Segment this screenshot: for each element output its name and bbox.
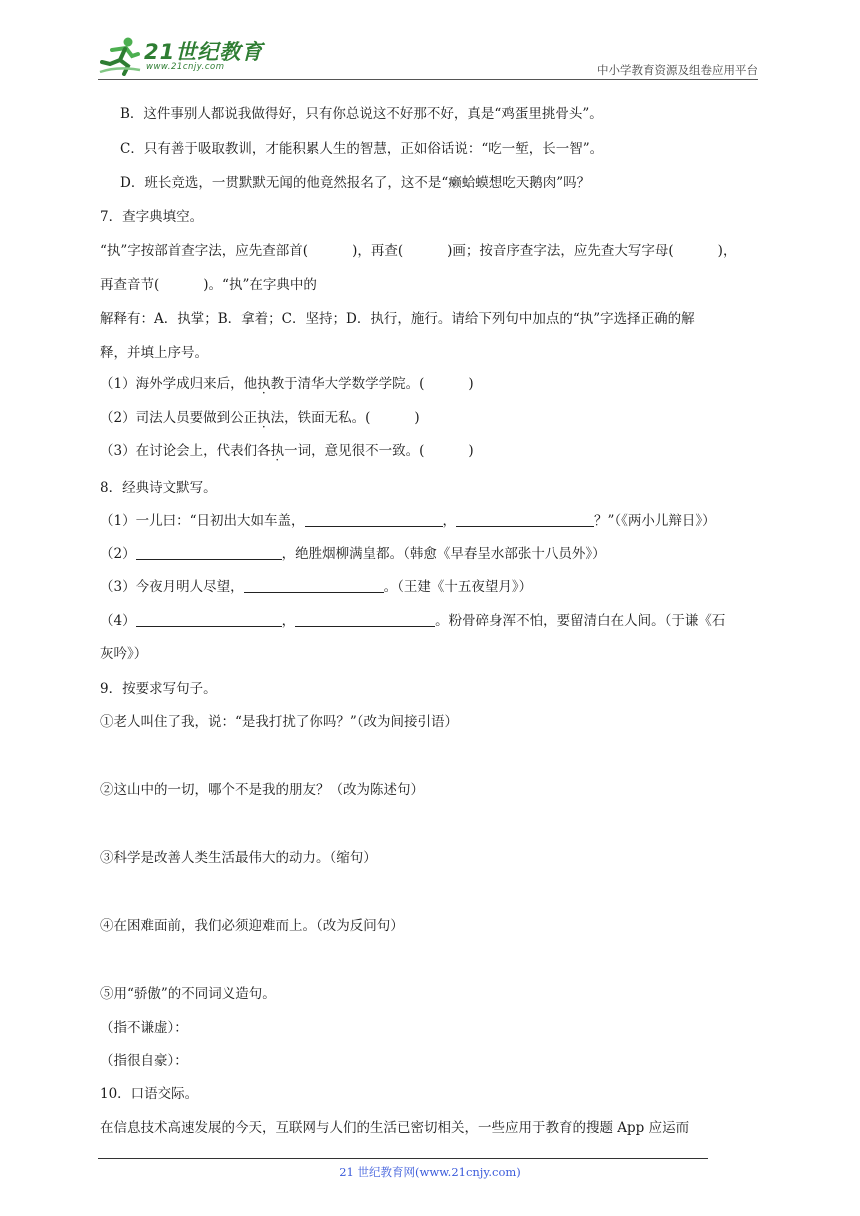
fill-blank[interactable] bbox=[136, 613, 282, 627]
dotted-char: 执 bbox=[270, 443, 285, 459]
page-header bbox=[98, 34, 758, 78]
q8-item-2 bbox=[100, 544, 606, 564]
poem-text: （3）今夜月明人尽望， bbox=[100, 579, 244, 595]
comma: ， bbox=[281, 613, 296, 629]
q7-text: )，再查( bbox=[352, 243, 404, 259]
footer-text[interactable]: 21 世纪教育网(www.21cnjy.com) bbox=[339, 1165, 521, 1179]
q8-item-4-cont: 灰吟》） bbox=[100, 646, 148, 662]
platform-name: 中小学教育资源及组卷应用平台 bbox=[597, 63, 758, 77]
poem-text: （1）一儿曰：“日初出大如车盖， bbox=[100, 513, 305, 529]
q8-item-3 bbox=[100, 577, 532, 597]
header-divider bbox=[98, 79, 758, 80]
q8-item-1 bbox=[100, 511, 716, 531]
sentence-text: 教于清华大学数学学院。( bbox=[270, 376, 425, 392]
q6-option-c: C．只有善于吸取教训，才能积累人生的智慧，正如俗话说：“吃一堑，长一智”。 bbox=[120, 141, 604, 157]
poem-text: ，绝胜烟柳满皇都。（韩愈《早春呈水部张十八员外》） bbox=[281, 546, 606, 562]
q7-text: 再查音节( bbox=[100, 277, 160, 293]
poem-text: （4） bbox=[100, 613, 136, 629]
q9-title: 9．按要求写句子。 bbox=[100, 681, 217, 697]
runner-logo-icon bbox=[98, 36, 142, 76]
q7-sentence-2 bbox=[100, 408, 420, 428]
sentence-text: （3）在讨论会上，代表们各 bbox=[100, 443, 271, 459]
q9-item-3: ③科学是改善人类生活最伟大的动力。（缩句） bbox=[100, 850, 377, 866]
q7-line-4: 释，并填上序号。 bbox=[100, 345, 208, 361]
sentence-text: （1）海外学成归来后，他 bbox=[100, 376, 258, 392]
q7-text: )画；按音序查字法，应先查大写字母( bbox=[447, 243, 674, 259]
sentence-text: 法，铁面无私。( bbox=[270, 410, 371, 426]
close-paren: ) bbox=[468, 443, 474, 459]
sentence-text: （2）司法人员要做到公正 bbox=[100, 410, 258, 426]
q7-text: )， bbox=[717, 243, 737, 259]
dotted-char: 执 bbox=[257, 410, 271, 426]
q8-title: 8．经典诗文默写。 bbox=[100, 480, 217, 496]
q6-option-b: B．这件事别人都说我做得好，只有你总说这不好那不好，真是“鸡蛋里挑骨头”。 bbox=[120, 106, 603, 122]
dotted-char: 执 bbox=[257, 376, 271, 392]
q7-sentence-3 bbox=[100, 441, 474, 461]
q9-item-5: ⑤用“骄傲”的不同词义造句。 bbox=[100, 986, 276, 1002]
q9-item-1: ①老人叫住了我，说：“是我打扰了你吗？”（改为间接引语） bbox=[100, 714, 459, 730]
fill-blank[interactable] bbox=[136, 546, 282, 560]
q7-line-3: 解释有：A．执掌；B．拿着；C．坚持；D．执行，施行。请给下列句中加点的“执”字选择正确的解 bbox=[100, 311, 695, 327]
q9-item-5a: （指不谦虚）： bbox=[100, 1020, 188, 1036]
q9-item-4: ④在困难面前，我们必须迎难而上。（改为反问句） bbox=[100, 918, 404, 934]
q9-item-2: ②这山中的一切，哪个不是我的朋友？（改为陈述句） bbox=[100, 782, 424, 798]
q9-item-5b: （指很自豪）： bbox=[100, 1053, 188, 1069]
poem-text: 。粉骨碎身浑不怕，要留清白在人间。（于谦《石 bbox=[435, 613, 726, 629]
fill-blank[interactable] bbox=[244, 579, 384, 593]
poem-text: 。（王建《十五夜望月》） bbox=[383, 579, 533, 595]
close-paren: ) bbox=[414, 410, 420, 426]
fill-blank[interactable] bbox=[456, 513, 594, 527]
q7-text: )。“执”在字典中的 bbox=[203, 277, 317, 293]
sentence-text: 一词，意见很不一致。( bbox=[284, 443, 425, 459]
close-paren: ) bbox=[468, 376, 474, 392]
q7-text: “执”字按部首查字法，应先查部首( bbox=[100, 243, 309, 259]
q10-title: 10．口语交际。 bbox=[100, 1086, 199, 1102]
q7-sentence-1 bbox=[100, 374, 474, 394]
footer-divider bbox=[98, 1158, 708, 1159]
logo-text: 21世纪教育 bbox=[144, 40, 264, 64]
fill-blank[interactable] bbox=[305, 513, 443, 527]
fill-blank[interactable] bbox=[295, 613, 435, 627]
q10-line-1: 在信息技术高速发展的今天，互联网与人们的生活已密切相关，一些应用于教育的搜题 App 应运而 bbox=[100, 1120, 690, 1136]
poem-text: （2） bbox=[100, 546, 136, 562]
site-logo[interactable] bbox=[98, 34, 268, 78]
q6-option-d: D．班长竞选，一贯默默无闻的他竟然报名了，这不是“癞蛤蟆想吃天鹅肉”吗？ bbox=[120, 175, 591, 191]
q7-line-2 bbox=[100, 275, 317, 295]
poem-text: ？”（《两小儿辩日》） bbox=[594, 513, 716, 529]
q7-line-1 bbox=[100, 241, 736, 261]
q8-item-4 bbox=[100, 611, 725, 631]
q7-title: 7．查字典填空。 bbox=[100, 209, 204, 225]
logo-url: www.21cnjy.com bbox=[146, 62, 225, 72]
comma: ， bbox=[442, 513, 456, 529]
